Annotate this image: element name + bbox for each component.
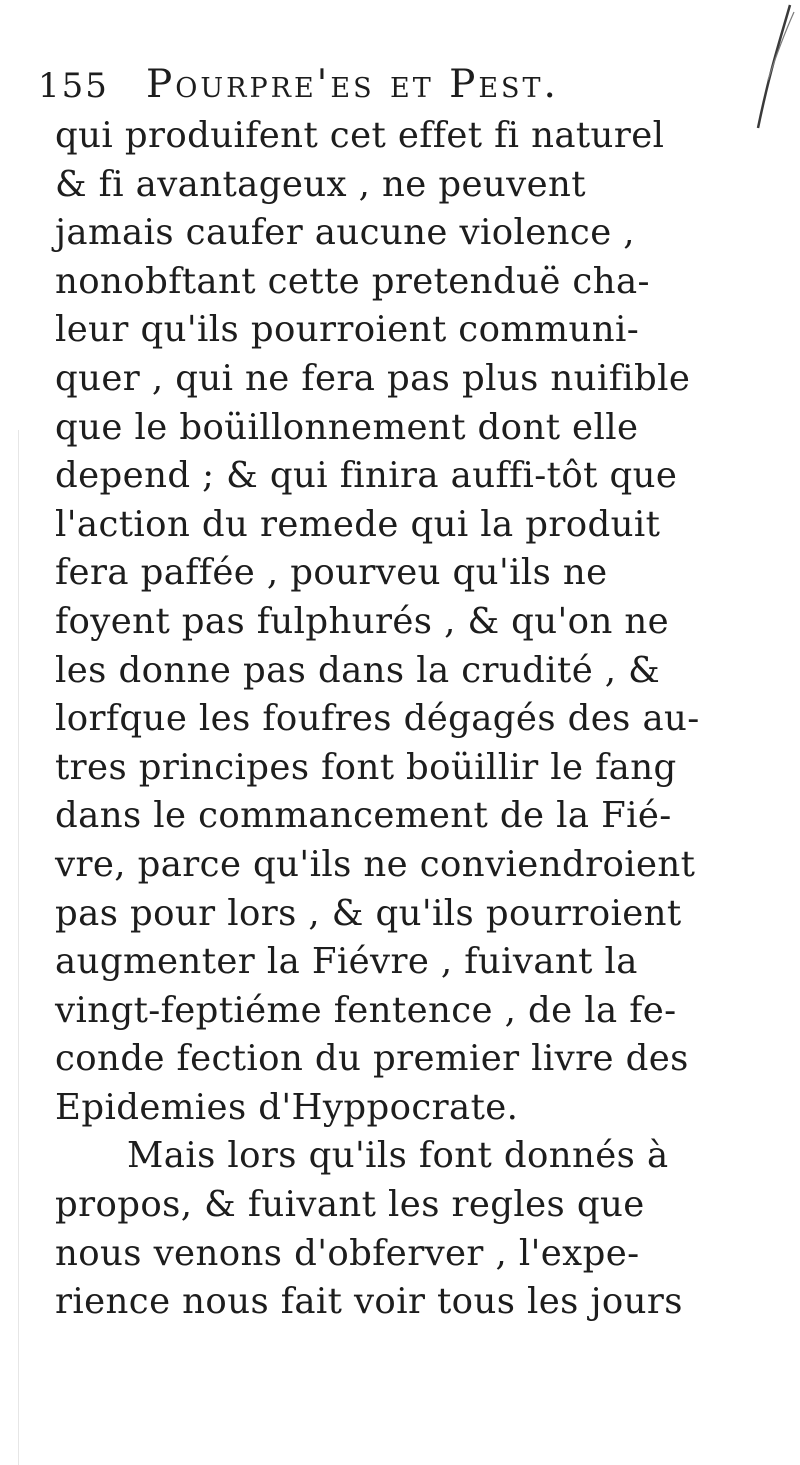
text-line: jamais caufer aucune violence , <box>55 212 635 254</box>
text-line: & fi avantageux , ne peuvent <box>55 163 586 205</box>
text-line: pas pour lors , & qu'ils pourroient <box>55 892 682 934</box>
text-line: les donne pas dans la crudité , & <box>55 649 661 691</box>
text-line: lorfque les foufres dégagés des au- <box>55 698 700 740</box>
text-line: conde fection du premier livre des <box>55 1038 689 1080</box>
text-line: nonobftant cette pretenduë cha- <box>55 260 650 302</box>
text-line: quer , qui ne fera pas plus nuifible <box>55 357 691 399</box>
text-line: leur qu'ils pourroient communi- <box>55 309 640 351</box>
text-line: qui produifent cet effet fi naturel <box>55 115 665 156</box>
text-line: vre, parce qu'ils ne conviendroient <box>55 843 696 885</box>
text-line: fera paffée , pourveu qu'ils ne <box>55 552 608 594</box>
page-header <box>38 62 738 112</box>
text-line: augmenter la Fiévre , fuivant la <box>55 941 638 983</box>
text-line: propos, & fuivant les regles que <box>55 1184 645 1226</box>
text-line: que le boüillonnement dont elle <box>55 406 639 448</box>
page-number: 155 <box>38 66 109 106</box>
gutter-shadow <box>18 430 19 1465</box>
text-line: Epidemies d'Hyppocrate. <box>55 1086 519 1128</box>
text-line: vingt-feptiéme fentence , de la fe- <box>55 989 677 1031</box>
text-line: tres principes font boüillir le fang <box>55 746 677 788</box>
text-line: rience nous fait voir tous les jours <box>55 1281 683 1323</box>
paragraph-start-line: Mais lors qu'ils font donnés à <box>127 1135 669 1177</box>
text-line: dans le commancement de la Fié- <box>55 795 672 837</box>
running-title: Pourpre'es et Pest. <box>146 62 559 107</box>
text-line: foyent pas fulphurés , & qu'on ne <box>55 600 670 642</box>
body-text <box>55 112 755 1327</box>
text-line: nous venons d'obferver , l'expe- <box>55 1232 640 1274</box>
text-line: depend ; & qui finira auffi-tôt que <box>55 455 678 497</box>
text-line: l'action du remede qui la produit <box>55 503 661 545</box>
